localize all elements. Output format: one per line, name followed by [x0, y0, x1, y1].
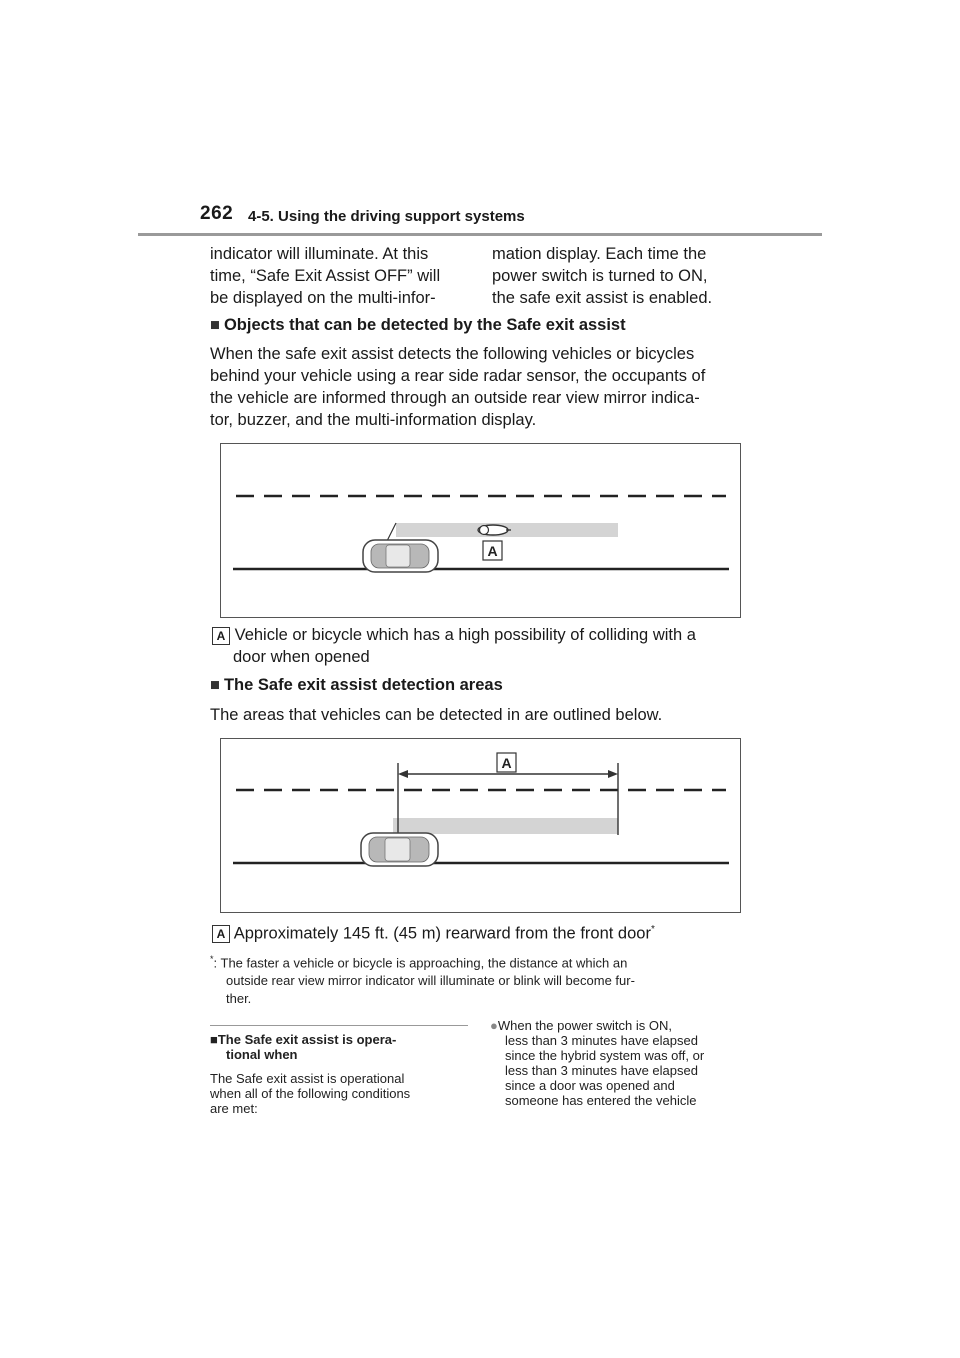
- heading-bullet: ■: [210, 1032, 218, 1047]
- footnote-line: outside rear view mirror indicator will illuminate or blink will become fur-: [226, 973, 635, 989]
- condition-line: When the power switch is ON,: [497, 1018, 672, 1033]
- operational-condition: [490, 1018, 704, 1108]
- detection-zone: [393, 818, 618, 834]
- car-icon: [361, 833, 438, 866]
- footnote-line: : The faster a vehicle or bicycle is approaching, the distance at which an: [213, 955, 628, 971]
- objects-paragraph: [210, 343, 705, 431]
- objects-para-line: tor, buzzer, and the multi-information display.: [210, 411, 537, 429]
- notes-rule: [210, 1025, 468, 1026]
- heading-bullet: ■: [210, 676, 220, 694]
- caption-label-a: A: [212, 627, 230, 645]
- operational-heading-line: tional when: [226, 1047, 298, 1062]
- footnote-line: ther.: [226, 991, 252, 1007]
- intro-right-line: the safe exit assist is enabled.: [492, 289, 713, 307]
- operational-body-line: when all of the following conditions: [210, 1086, 411, 1101]
- operational-body: [210, 1071, 410, 1116]
- objects-para-line: behind your vehicle using a rear side radar sensor, the occupants of: [210, 367, 706, 385]
- detection-areas-figure: [220, 738, 741, 913]
- condition-line: someone has entered the vehicle: [505, 1093, 697, 1108]
- bullet-dot: ●: [490, 1018, 498, 1033]
- intro-left-line: time, “Safe Exit Assist OFF” will: [210, 267, 441, 285]
- caption-text: Approximately 145 ft. (45 m) rearward from the front door: [233, 924, 651, 943]
- section-title: 4-5. Using the driving support systems: [248, 208, 525, 225]
- footnote: [210, 950, 635, 1008]
- intro-right-column: [492, 243, 712, 309]
- objects-caption: [212, 624, 696, 668]
- caption-footnote-marker: *: [650, 924, 655, 935]
- intro-right-line: power switch is turned to ON,: [492, 267, 708, 285]
- caption-line: Vehicle or bicycle which has a high possibility of colliding with a: [234, 626, 696, 644]
- caption-line: door when opened: [233, 648, 370, 666]
- figure-label-a: A: [487, 543, 498, 559]
- condition-line: less than 3 minutes have elapsed: [505, 1063, 698, 1078]
- heading-bullet: ■: [210, 316, 220, 334]
- page-number: 262: [200, 203, 234, 224]
- operational-body-line: The Safe exit assist is operational: [210, 1071, 405, 1086]
- areas-paragraph: The areas that vehicles can be detected in are outlined below.: [210, 706, 663, 724]
- intro-right-line: mation display. Each time the: [492, 245, 707, 263]
- car-icon: [363, 540, 438, 572]
- caption-label-a: A: [212, 925, 230, 943]
- intro-left-line: be displayed on the multi-infor-: [210, 289, 436, 307]
- operational-heading-line: The Safe exit assist is opera-: [217, 1032, 397, 1047]
- footnote-marker: *: [210, 954, 214, 964]
- intro-left-line: indicator will illuminate. At this: [210, 245, 429, 263]
- objects-para-line: When the safe exit assist detects the following vehicles or bicycles: [210, 345, 695, 363]
- objects-para-line: the vehicle are informed through an outside rear view mirror indica-: [210, 389, 700, 407]
- arrow-head-left: [398, 770, 408, 778]
- areas-heading-text: The Safe exit assist detection areas: [223, 676, 503, 694]
- detection-objects-figure: [220, 443, 741, 618]
- detection-objects-diagram: [221, 444, 740, 617]
- figure-label-a: A: [501, 755, 512, 771]
- arrow-head-right: [608, 770, 618, 778]
- detection-areas-diagram: [221, 739, 740, 912]
- areas-caption: [212, 919, 655, 945]
- condition-line: since a door was opened and: [505, 1078, 675, 1093]
- condition-line: since the hybrid system was off, or: [505, 1048, 705, 1063]
- operational-body-line: are met:: [210, 1101, 258, 1116]
- header-rule: [138, 233, 822, 236]
- intro-left-column: [210, 243, 440, 309]
- condition-line: less than 3 minutes have elapsed: [505, 1033, 698, 1048]
- operational-heading: [210, 1032, 396, 1062]
- areas-heading: [210, 676, 503, 695]
- objects-heading: [210, 316, 626, 335]
- objects-heading-text: Objects that can be detected by the Safe exit assist: [223, 316, 626, 334]
